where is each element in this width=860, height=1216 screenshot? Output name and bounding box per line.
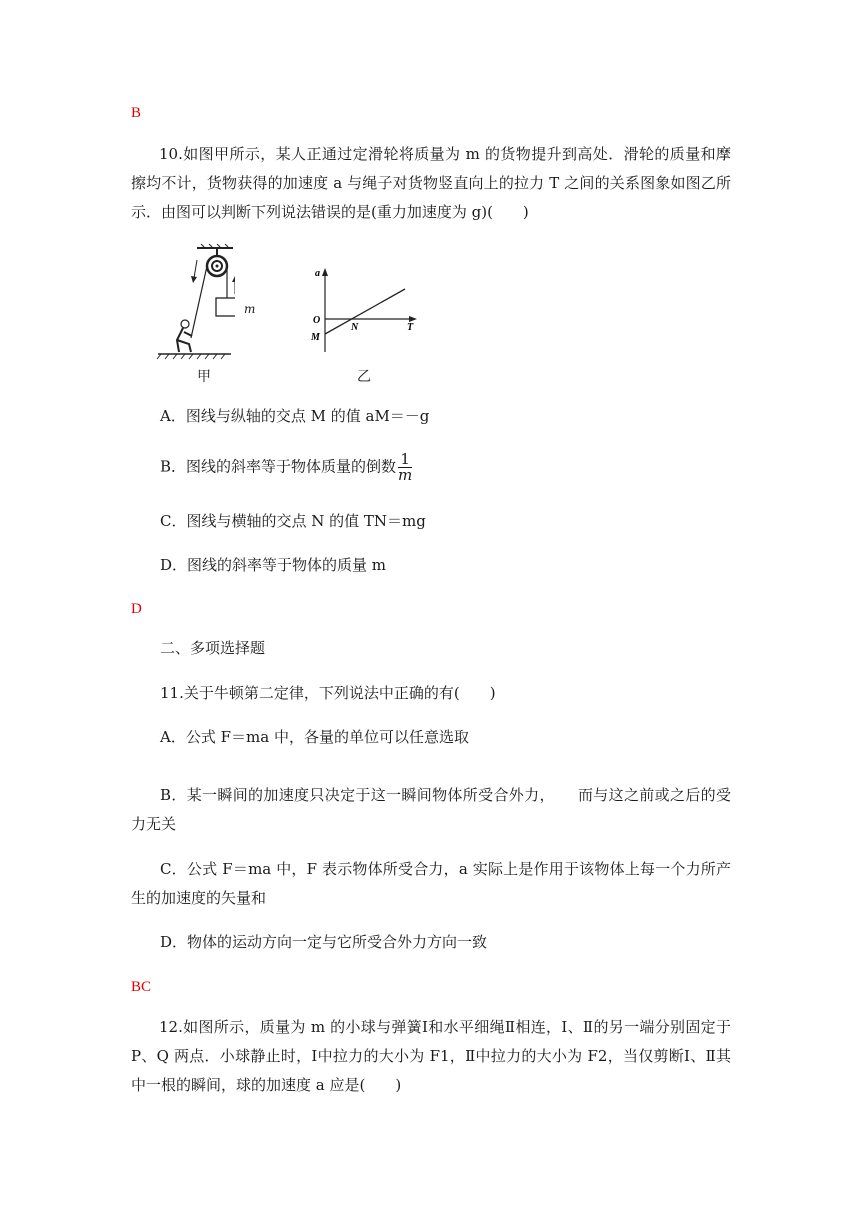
q10-option-b <box>160 452 732 483</box>
q11-option-a: A．公式 F＝ma 中，各量的单位可以任意选取 <box>160 728 469 746</box>
q10-option-c: C．图线与横轴的交点 N 的值 TN＝mg <box>160 512 426 530</box>
fraction-denominator: m <box>398 466 413 484</box>
q10-option-a: A．图线与纵轴的交点 M 的值 aM＝－g <box>160 407 430 425</box>
figure-yi-graph <box>305 262 423 354</box>
graph-origin-label: O <box>313 315 321 326</box>
graph-axis-a-label: a <box>315 268 320 279</box>
fraction-numerator: 1 <box>398 452 412 468</box>
graph-point-N-label: N <box>351 322 359 333</box>
question-10-stem: 10.如图甲所示，某人正通过定滑轮将质量为 m 的货物提升到高处．滑轮的质量和摩擦均不计，货物获得的加速度 a 与绳子对货物竖直向上的拉力 T 之间的关系图象如图乙所示．由图可以判断下列说法错误的是(重力加速度为 g)( ) <box>131 145 731 221</box>
q11-option-c: C．公式 F＝ma 中，F 表示物体所受合力，a 实际上是作用于该物体上每一个力所产生的加速度的矢量和 <box>131 860 731 907</box>
section-title: 二、多项选择题 <box>160 639 266 657</box>
figure-jia-pulley <box>155 242 235 364</box>
question-12-stem: 12.如图所示，质量为 m 的小球与弹簧Ⅰ和水平细绳Ⅱ相连，Ⅰ、Ⅱ的另一端分别固定于 P、Q 两点．小球静止时，Ⅰ中拉力的大小为 F1，Ⅱ中拉力的大小为 F2，当仅剪断Ⅰ、Ⅱ其中一根的瞬间，球的加速度 a 应是( ) <box>131 1018 731 1094</box>
answer-q11: BC <box>131 979 152 995</box>
figure-jia-mass-label: m <box>244 302 256 316</box>
graph-point-M-label: M <box>311 332 320 343</box>
fraction-1-over-m <box>398 452 412 483</box>
answer-q10: D <box>131 601 142 617</box>
question-11-stem: 11.关于牛顿第二定律，下列说法中正确的有( ) <box>160 684 496 702</box>
figure-jia-label: 甲 <box>197 369 211 385</box>
q11-option-d: D．物体的运动方向一定与它所受合外力方向一致 <box>160 933 488 951</box>
graph-axis-T-label: T <box>407 322 414 333</box>
q11-option-b: B．某一瞬间的加速度只决定于这一瞬间物体所受合外力， 而与这之前或之后的受力无关 <box>131 786 731 833</box>
q10-option-d: D．图线的斜率等于物体的质量 m <box>160 556 387 574</box>
figure-yi-label: 乙 <box>357 369 371 385</box>
q10-option-b-text: B．图线的斜率等于物体质量的倒数 <box>160 457 397 476</box>
answer-q9: B <box>131 105 142 121</box>
